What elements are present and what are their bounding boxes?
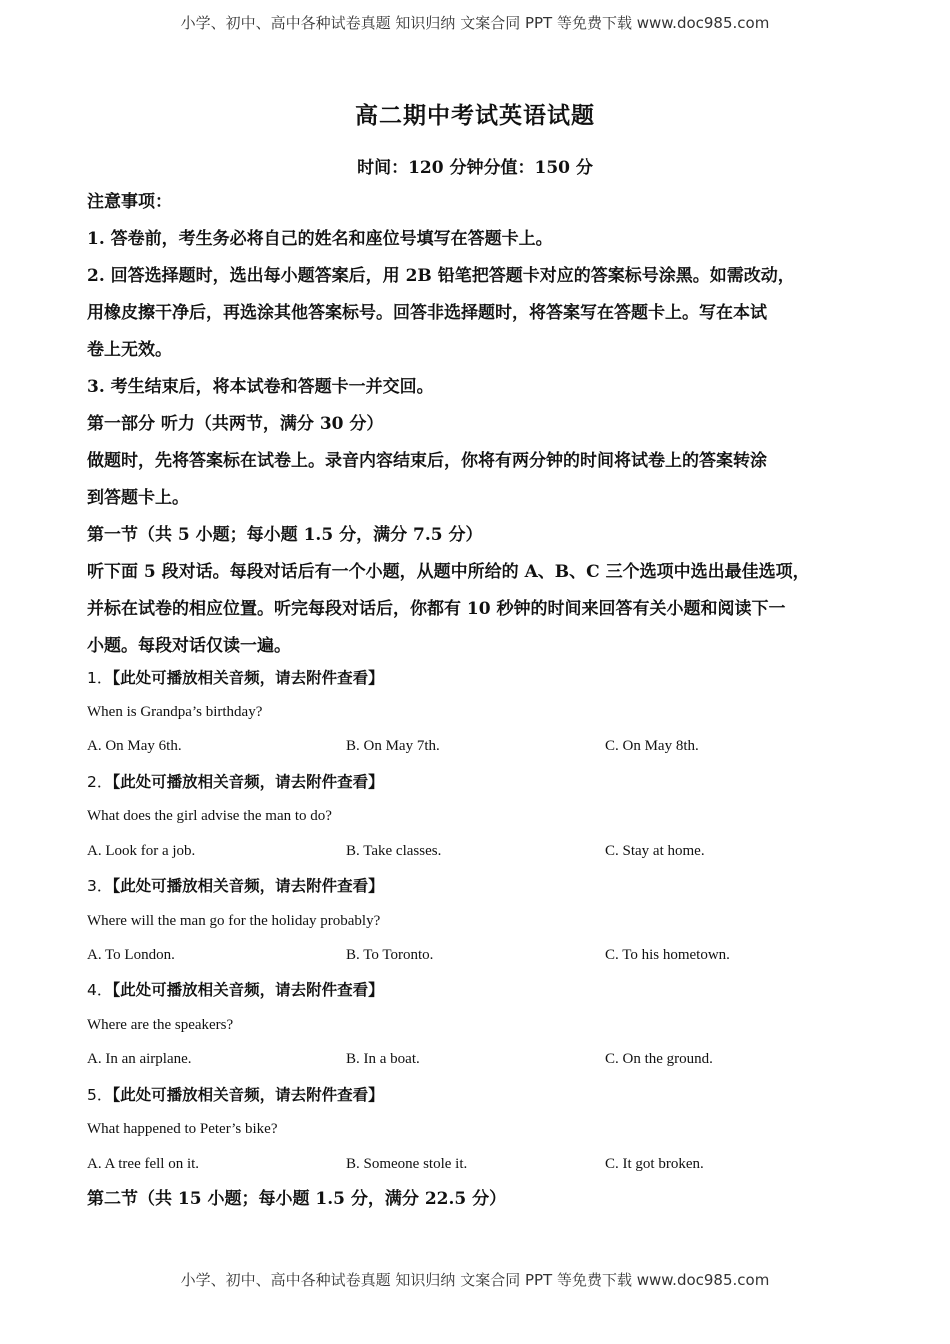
question-text: When is Grandpa’s birthday? bbox=[87, 704, 263, 720]
notes-heading: 注意事项： bbox=[87, 192, 172, 212]
question-text: Where will the man go for the holiday probably? bbox=[87, 913, 381, 929]
audio-label: 【此处可播放相关音频，请去附件查看】 bbox=[112, 876, 384, 895]
option-c[interactable]: C. On May 8th. bbox=[605, 738, 699, 754]
option-c[interactable]: C. On the ground. bbox=[605, 1051, 713, 1067]
audio-placeholder[interactable] bbox=[87, 1077, 877, 1113]
audio-label: 【此处可播放相关音频，请去附件查看】 bbox=[112, 1085, 384, 1104]
question-number: 4． bbox=[87, 981, 113, 999]
option-a[interactable]: A. A tree fell on it. bbox=[87, 1156, 200, 1172]
note-line: 卷上无效。 bbox=[87, 340, 172, 360]
option-c[interactable]: C. It got broken. bbox=[605, 1156, 704, 1172]
audio-placeholder[interactable] bbox=[87, 764, 877, 800]
note-line: 1. 答卷前，考生务必将自己的姓名和座位号填写在答题卡上。 bbox=[87, 229, 553, 249]
audio-placeholder[interactable] bbox=[87, 972, 877, 1008]
section1-instruction: 听下面 5 段对话。每段对话后有一个小题，从题中所给的 A、B、C 三个选项中选出最佳选项， bbox=[87, 562, 810, 582]
option-a[interactable]: A. In an airplane. bbox=[87, 1051, 192, 1067]
question-number: 5． bbox=[87, 1086, 113, 1104]
audio-label: 【此处可播放相关音频，请去附件查看】 bbox=[112, 772, 384, 791]
option-b[interactable]: B. On May 7th. bbox=[346, 738, 440, 754]
footer-banner: 小学、初中、高中各种试卷真题 知识归纳 文案合同 PPT 等免费下载 www.doc985.com bbox=[180, 1271, 770, 1289]
part1-instruction: 做题时，先将答案标在试卷上。录音内容结束后，你将有两分钟的时间将试卷上的答案转涂 bbox=[87, 451, 767, 471]
question-text: What happened to Peter’s bike? bbox=[87, 1121, 278, 1137]
page-title: 高二期中考试英语试题 bbox=[355, 102, 595, 129]
part1-instruction: 到答题卡上。 bbox=[87, 488, 189, 508]
question-text: Where are the speakers? bbox=[87, 1017, 234, 1033]
section1-heading: 第一节（共 5 小题；每小题 1.5 分，满分 7.5 分） bbox=[87, 525, 483, 545]
option-b[interactable]: B. In a boat. bbox=[346, 1051, 420, 1067]
notes-section bbox=[87, 184, 877, 665]
audio-label: 【此处可播放相关音频，请去附件查看】 bbox=[112, 980, 384, 999]
section2-heading: 第二节（共 15 小题；每小题 1.5 分，满分 22.5 分） bbox=[87, 1189, 507, 1209]
question-number: 3． bbox=[87, 877, 113, 895]
header-banner: 小学、初中、高中各种试卷真题 知识归纳 文案合同 PPT 等免费下载 www.doc985.com bbox=[180, 14, 770, 32]
audio-label: 【此处可播放相关音频，请去附件查看】 bbox=[112, 668, 384, 687]
section1-instruction: 并标在试卷的相应位置。听完每段对话后，你都有 10 秒钟的时间来回答有关小题和阅读下一 bbox=[87, 599, 786, 619]
note-line: 用橡皮擦干净后，再选涂其他答案标号。回答非选择题时，将答案写在答题卡上。写在本试 bbox=[87, 303, 767, 323]
option-a[interactable]: A. To London. bbox=[87, 947, 175, 963]
option-b[interactable]: B. Someone stole it. bbox=[346, 1156, 468, 1172]
option-a[interactable]: A. On May 6th. bbox=[87, 738, 182, 754]
option-a[interactable]: A. Look for a job. bbox=[87, 843, 196, 859]
option-c[interactable]: C. Stay at home. bbox=[605, 843, 705, 859]
note-line: 3. 考生结束后，将本试卷和答题卡一并交回。 bbox=[87, 377, 434, 397]
audio-placeholder[interactable] bbox=[87, 868, 877, 904]
part1-heading: 第一部分 听力（共两节，满分 30 分） bbox=[87, 414, 384, 434]
option-b[interactable]: B. Take classes. bbox=[346, 843, 442, 859]
question-number: 2． bbox=[87, 773, 113, 791]
question-number: 1． bbox=[87, 669, 113, 687]
question-text: What does the girl advise the man to do? bbox=[87, 808, 332, 824]
section1-instruction: 小题。每段对话仅读一遍。 bbox=[87, 636, 291, 656]
option-c[interactable]: C. To his hometown. bbox=[605, 947, 730, 963]
exam-time-score: 时间：120 分钟分值：150 分 bbox=[357, 158, 593, 178]
audio-placeholder[interactable] bbox=[87, 660, 877, 696]
option-b[interactable]: B. To Toronto. bbox=[346, 947, 434, 963]
note-line: 2. 回答选择题时，选出每小题答案后，用 2B 铅笔把答题卡对应的答案标号涂黑。如需改动， bbox=[87, 266, 795, 286]
